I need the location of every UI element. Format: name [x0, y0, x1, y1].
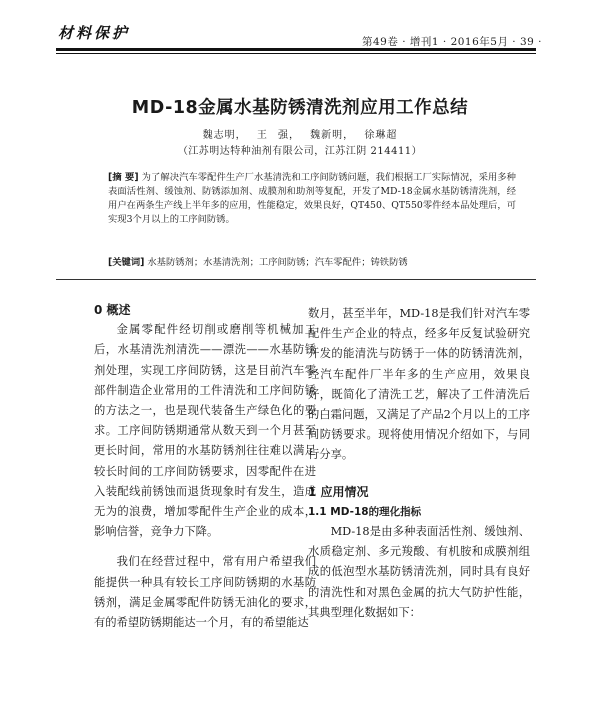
abstract-text: 为了解决汽车零配件生产厂水基清洗和工序间防锈问题，我们根据工厂实际情况，采用多种表面活性剂、缓蚀剂、防锈添加剂、成膜剂和助剂等复配，开发了MD-18金属水基防锈清洗剂，经用户在两条生产线上半年多的应用，性能稳定，效果良好，QT450、QT550零件经本品处理后，可实现3个月以上的工序间防锈。	[108, 172, 516, 225]
page-header	[0, 0, 600, 52]
journal-logo: 材料保护	[58, 24, 131, 42]
keywords-label: [关键词]	[108, 257, 145, 268]
header-rule-thin	[56, 53, 536, 54]
section-divider	[56, 279, 536, 280]
section-0-heading: 0 概述	[94, 303, 131, 317]
right-column	[308, 304, 530, 623]
section-1-1-paragraph-1: MD-18是由多种表面活性剂、缓蚀剂、水质稳定剂、多元羧酸、有机胺和成膜剂组成的低泡型水基防锈清洗剂，同时具有良好的清洗性和对黑色金属的抗大气防护性能，其典型理化数据如下：	[308, 525, 530, 619]
article-title: MD-18金属水基防锈清洗剂应用工作总结	[131, 98, 469, 118]
issue-info: 第49卷 · 增刊1 · 2016年5月 · 39 ·	[362, 36, 543, 48]
section-0-paragraph-2: 我们在经营过程中，常有用户希望我们能提供一种具有较长工序间防锈期的水基防锈剂，满足金属零配件防锈无油化的要求，有的希望防锈期能达一个月，有的希望能达	[94, 555, 316, 630]
header-rule	[56, 48, 536, 51]
section-0-paragraph-1: 金属零配件经切削或磨削等机械加工后，水基清洗剂清洗——漂洗——水基防锈剂处理，实现工序间防锈，这是目前汽车零部件制造企业常用的工件清洗和工序间防锈的方法之一，也是现代装备生产绿色化的要求。工序间防锈期通常从数天到一个月甚至更长时间，常用的水基防锈剂往往难以满足较长时间的工序间防锈要求，因零配件在进入装配线前锈蚀而退货现象时有发生，造成无为的浪费，增加零配件生产企业的成本，影响信誉，竞争力下降。	[94, 323, 316, 539]
left-column	[94, 300, 316, 633]
article-authors: 魏志明， 王 强， 魏新明， 徐琳超	[202, 130, 398, 141]
section-1-heading: 1 应用情况	[308, 484, 369, 499]
keywords-text: 水基防锈剂；水基清洗剂；工序间防锈；汽车零配件；铸铁防锈	[147, 257, 408, 268]
section-1-1-heading: 1.1 MD-18的理化指标	[308, 505, 422, 518]
section-0-paragraph-2-continued: 数月，甚至半年，MD-18是我们针对汽车零配件生产企业的特点，经多年反复试验研究开发的能清洗与防锈于一体的防锈清洗剂，经汽车配件厂半年多的生产应用，效果良好，既简化了清洗工艺，解决了工件清洗后的白霜问题，又满足了产品2个月以上的工序间防锈要求。现将使用情况介绍如下，与同行分享。	[308, 307, 530, 462]
abstract-label: [摘 要]	[108, 172, 139, 183]
abstract	[108, 171, 516, 227]
article-affiliation: （江苏明达特种油剂有限公司，江苏江阴 214411）	[177, 146, 423, 157]
keywords	[108, 256, 516, 270]
